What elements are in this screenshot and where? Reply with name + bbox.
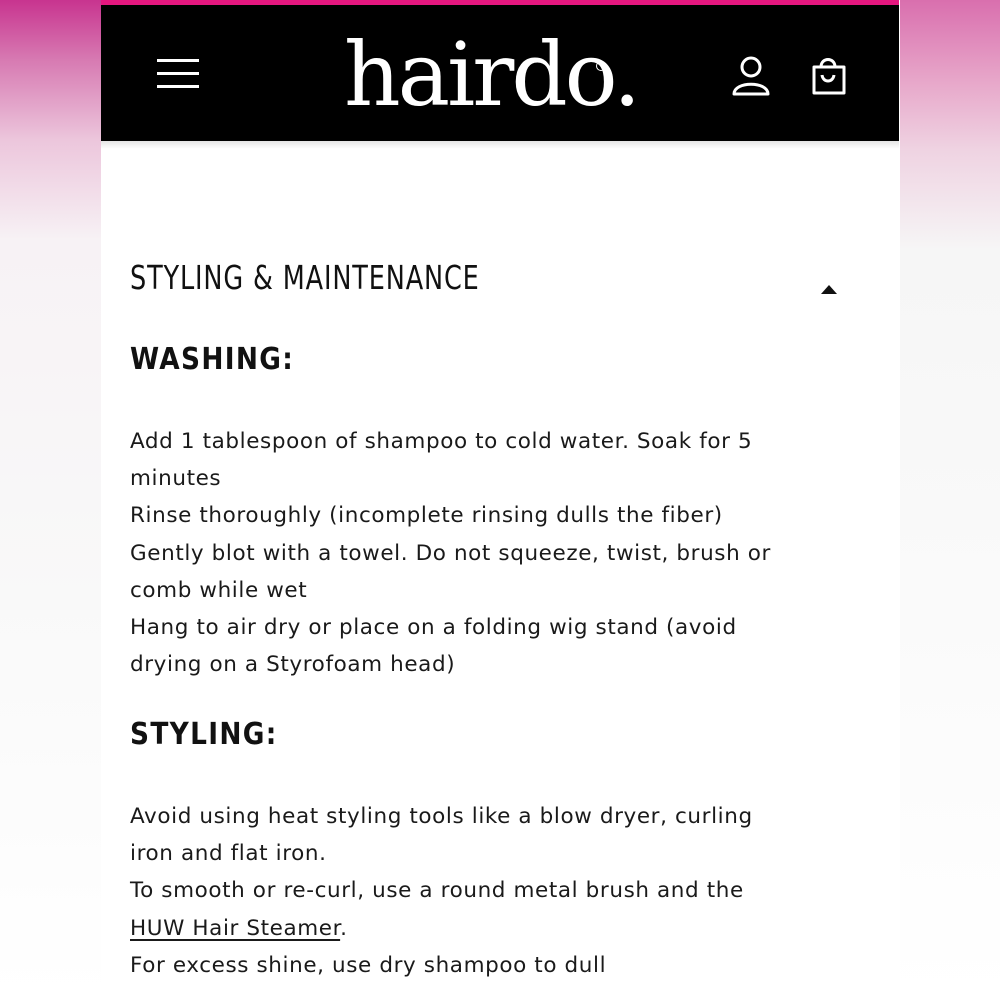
registered-mark-icon bbox=[596, 61, 606, 71]
washing-line: Add 1 tablespoon of shampoo to cold water. Soak for 5 bbox=[130, 429, 753, 454]
huw-hair-steamer-link[interactable]: HUW Hair Steamer bbox=[130, 915, 341, 941]
background-left bbox=[0, 0, 101, 1000]
site-logo[interactable] bbox=[344, 23, 639, 126]
menu-button[interactable] bbox=[157, 57, 201, 91]
mobile-page bbox=[101, 0, 899, 1000]
washing-instructions bbox=[130, 423, 870, 683]
user-icon bbox=[729, 53, 773, 99]
background-right bbox=[900, 0, 1000, 1000]
account-button[interactable] bbox=[729, 53, 773, 99]
washing-line: Hang to air dry or place on a folding wig stand (avoid bbox=[130, 615, 737, 641]
washing-line: Rinse thoroughly (incomplete rinsing dulls the fiber) bbox=[130, 503, 723, 529]
caret-up-icon[interactable] bbox=[821, 285, 837, 294]
site-header bbox=[101, 5, 899, 141]
washing-line: drying on a Styrofoam head) bbox=[130, 652, 456, 678]
styling-line: To smooth or re-curl, use a round metal brush and the bbox=[130, 878, 744, 904]
washing-heading: WASHING: bbox=[130, 342, 295, 377]
washing-line: comb while wet bbox=[130, 577, 308, 603]
shopping-bag-icon bbox=[807, 53, 851, 99]
washing-line: Gently blot with a towel. Do not squeeze, twist, brush or bbox=[130, 540, 771, 566]
cart-button[interactable] bbox=[807, 53, 851, 99]
styling-line: Avoid using heat styling tools like a blow dryer, curling bbox=[130, 804, 753, 829]
styling-heading: STYLING: bbox=[130, 717, 278, 752]
header-shadow bbox=[101, 141, 899, 149]
styling-instructions bbox=[130, 798, 870, 984]
link-suffix: . bbox=[340, 915, 348, 941]
logo-text: hairdo bbox=[344, 23, 614, 126]
washing-line: minutes bbox=[130, 466, 222, 492]
styling-line: For excess shine, use dry shampoo to dull bbox=[130, 952, 607, 978]
styling-line: iron and flat iron. bbox=[130, 841, 327, 867]
logo-dot: . bbox=[613, 23, 639, 126]
styling-link-line bbox=[130, 910, 870, 947]
accordion-title[interactable]: STYLING & MAINTENANCE bbox=[130, 258, 480, 297]
